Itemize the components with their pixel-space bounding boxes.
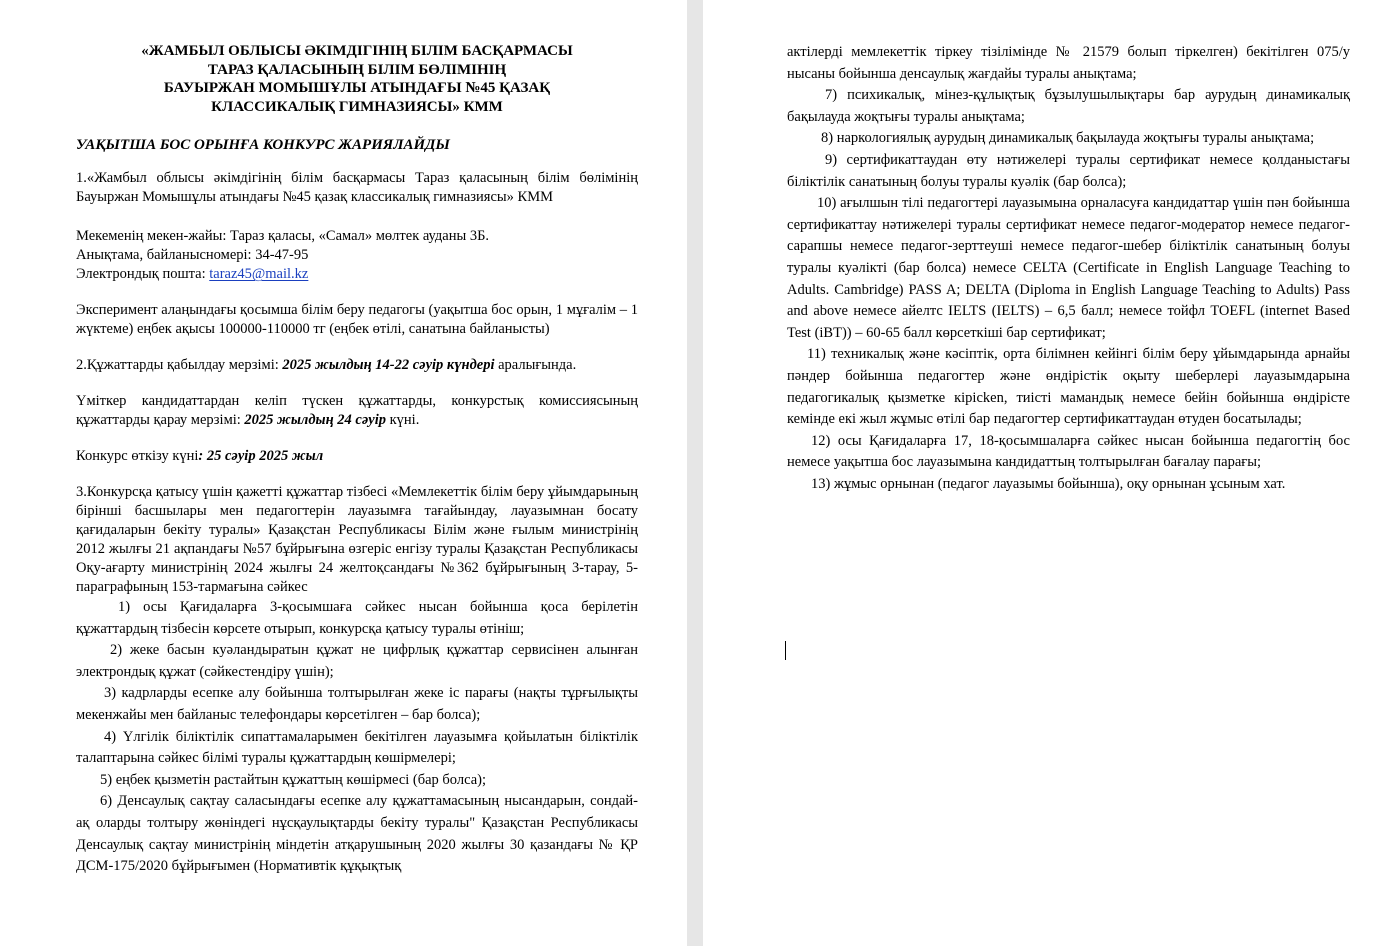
list-item: 6) Денсаулық сақтау саласындағы есепке алу құжаттамасының нысандарын, сондай-ақ оларды толтыру жөніндегі нұсқаулықтарды бекіту туралы" Қазақстан Республикасы Денсаулық сақтау министрінің міндетін атқарушының 2020 жылғы 30 қазандағы № ҚР ДСМ-175/2020 бұйрығымен (Нормативтік құқықтық (76, 793, 638, 875)
title-line: «ЖАМБЫЛ ОБЛЫСЫ ӘКІМДІГІНІҢ БІЛІМ БАСҚАРМАСЫ (141, 43, 573, 59)
contact-block (76, 227, 638, 284)
text-cursor (785, 641, 786, 660)
list-item: 8) наркологиялық аурудың динамикалық бақылауда жоқтығы туралы анықтама; (821, 130, 1315, 147)
list-item: 9) сертификаттаудан өту нәтижелері туралы сертификат немесе қолданыстағы біліктілік санатының болуы туралы куәлік (бар болса); (787, 151, 1350, 190)
title-line: БАУЫРЖАН МОМЫШҰЛЫ АТЫНДАҒЫ №45 ҚАЗАҚ (163, 80, 551, 96)
phone-line: Анықтама, байланысномері: 34-47-95 (76, 247, 309, 263)
list-item: 11) техникалық және кәсіптік, орта білімнен кейінгі білім беру ұйымдарында арнайы пәндер бойынша педагогтер және өндірістік оқыту шеберлері лауазымдарына педагогикалық қызметке кірісken, тиісті мамандық немесе бейін бойынша өндірісте кемінде екі жыл жұмыс өтілі бар педагогтер сертификаттаудан өтуден босатылады; (787, 346, 1350, 428)
address-line: Мекеменің мекен-жайы: Тараз қаласы, «Самал» мөлтек ауданы 3Б. (76, 228, 490, 244)
announcement-heading: УАҚЫТША БОС ОРЫНҒА КОНКУРС ЖАРИЯЛАЙДЫ (76, 137, 450, 153)
email-line (76, 265, 638, 284)
title-line: ТАРАЗ ҚАЛАСЫНЫҢ БІЛІМ БӨЛІМІНІҢ (207, 61, 507, 78)
list-item: 10) ағылшын тілі педагогтері лауазымына орналасуға кандидаттар үшін пән бойынша сертификаттау нәтижелері туралы сертификат немесе педагог-модератор немесе педагог-сарапшы немесе педагог-зерттеуші немесе педагог-шебер біліктілік санатының болуы туралы куәлікті (бар болса) немесе CELTA (Certificate in English Language Teaching to Adults. Cambridge) PASS A; DELTA (Diploma in English Language Teaching to Adults) Pass and above немесе айелтс IELTS (IELTS) – 6,5 балл; немесе тойфл TOEFL (internet Based Test (iBT)) – 60-65 балл көрсеткіші бар сертификат; (787, 195, 1350, 341)
documents-list-intro: 3.Конкурсқа қатысу үшін қажетті құжаттар тізбесі «Мемлекеттік білім беру ұйымдарының бірінші басшылары мен педагогтерін лауазымға тағайындау, лауазымнан босату қағидаларын бекіту туралы» Қазақстан Республикасы Білім және ғылым министрінің 2012 жылғы 21 ақпандағы №57 бұйрығына өзгеріс енгізу туралы Қазақстан Республикасы Оқу-ағарту министрінің 2024 жылғы 24 желтоқсандағы №362 бұйрығының 3-тарау, 5-параграфының 153-тармағына сәйкес (76, 484, 638, 595)
page-left-content (76, 42, 638, 878)
list-item: 7) психикалық, мінез-құлықтық бұзылушылықтары бар аурудың динамикалық бақылауда жоқтығы туралы анықтама; (787, 87, 1350, 125)
document-page-right[interactable] (703, 0, 1389, 946)
review-suffix: күні. (386, 412, 420, 428)
list-item: 2) жеке басын куәландыратын құжат не цифрлық құжаттар сервисінен алынған электрондық құжат (сәйкестендіру үшін); (76, 642, 638, 680)
deadline-suffix: аралығында. (494, 357, 577, 373)
list-item: 3) кадрларды есепке алу бойынша толтырылған жеке іс парағы (нақты тұрғылықты мекенжайы мен байланыс телефондары көрсетілген – бар болса); (76, 685, 638, 723)
list-item-continuation: актілерді мемлекеттік тіркеу тізілімінде № 21579 болып тіркелген) бекітілген 075/у нысаны бойынша денсаулық жағдайы туралы анықтама; (787, 44, 1350, 82)
email-link[interactable]: taraz45@mail.kz (209, 266, 309, 282)
title-line: КЛАССИКАЛЫҚ ГИМНАЗИЯСЫ» КММ (211, 98, 503, 115)
page-right-content (787, 42, 1350, 495)
contest-prefix: Конкурс өткізу күні (76, 448, 199, 464)
deadline-prefix: 2.Құжаттарды қабылдау мерзімі: (76, 357, 283, 373)
review-date: 2025 жылдың 24 сәуір (244, 412, 386, 428)
list-item: 12) осы Қағидаларға 17, 18-қосымшаларға сәйкес нысан бойынша педагогтің бос немесе уақытша бос лауазымына кандидаттың толтырылған бағалау парағы; (787, 432, 1350, 471)
contest-date: : 25 сәуір 2025 жыл (198, 448, 324, 464)
list-item: 13) жұмыс орнынан (педагог лауазымы бойынша), оқу орнынан ұсыным хат. (811, 475, 1286, 492)
deadline-paragraph (76, 356, 638, 375)
review-paragraph (76, 392, 638, 430)
contest-date-paragraph (76, 447, 638, 466)
position-paragraph: Эксперимент алаңындағы қосымша білім беру педагогы (уақытша бос орын, 1 мұғалім – 1 жүктеме) еңбек ақысы 100000-110000 тг (еңбек өтілі, санатына байланысты) (76, 302, 638, 337)
organization-paragraph: 1.«Жамбыл облысы әкімдігінің білім басқармасы Тараз қаласының білім бөлімінің Бауыржан Момышұлы атындағы №45 қазақ классикалық гимназиясы» КММ (76, 170, 638, 205)
email-label: Электрондық пошта: (76, 266, 210, 282)
list-item: 1) осы Қағидаларға 3-қосымшаға сәйкес нысан бойынша қоса берілетін құжаттардың тізбесін көрсете отырып, конкурсқа қатысу туралы өтініш; (76, 599, 638, 637)
document-title (76, 42, 638, 116)
list-item: 4) Үлгілік біліктілік сипаттамаларымен бекітілген лауазымға қойылатын біліктілік талаптарына сәйкес білімі туралы құжаттардың көшірмелері; (76, 728, 638, 767)
list-item: 5) еңбек қызметін растайтын құжаттың көшірмесі (бар болса); (100, 771, 487, 788)
deadline-dates: 2025 жылдың 14-22 сәуір күндері (282, 357, 495, 373)
document-page-left[interactable] (0, 0, 687, 946)
review-prefix: Үміткер кандидаттардан келіп түскен құжаттарды, конкурстық комиссиясының құжаттарды қарау мерзімі: (76, 393, 638, 428)
